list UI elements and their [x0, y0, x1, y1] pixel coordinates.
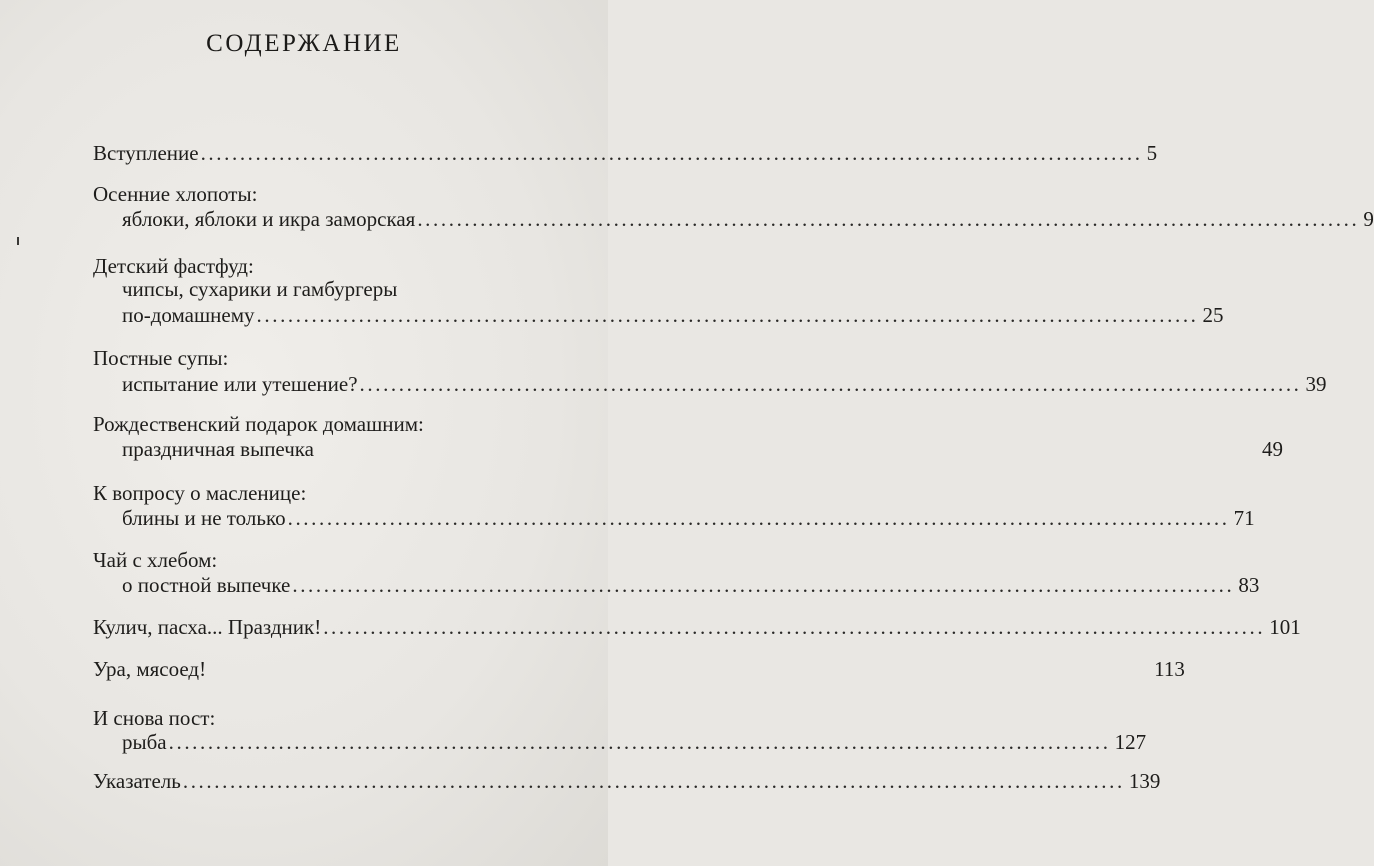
toc-page-number: 9: [1363, 207, 1374, 231]
dot-leader: ........................................................................................................................: [359, 372, 1302, 396]
toc-entry[interactable]: [122, 505, 1255, 531]
toc-entry-subtitle: о постной выпечке: [122, 573, 291, 597]
toc-entry-title: Вступление: [93, 141, 199, 165]
toc-entry-title: Указатель: [93, 769, 181, 793]
toc-entry-title: И снова пост:: [93, 706, 216, 730]
toc-entry-title: Рождественский подарок домашним:: [93, 412, 424, 436]
toc-entry-title: Осенние хлопоты:: [93, 182, 258, 206]
toc-entry[interactable]: [122, 572, 1260, 598]
toc-page-number: 39: [1305, 372, 1327, 396]
toc-entry[interactable]: [122, 206, 1374, 232]
dot-leader: ........................................................................................................................: [168, 730, 1111, 754]
dot-leader: ........................................................................................................................: [292, 573, 1235, 597]
toc-entry[interactable]: [93, 140, 1158, 166]
toc-page-number: 127: [1114, 730, 1147, 754]
toc-entry-subtitle: чипсы, сухарики и гамбургеры: [122, 277, 398, 301]
dot-leader: ........................................................................................................................: [182, 769, 1125, 793]
toc-entry[interactable]: [122, 436, 1283, 462]
toc-entry-title: К вопросу о масленице:: [93, 481, 307, 505]
dot-leader: ........................................................................................................................: [417, 207, 1360, 231]
toc-entry-title: Постные супы:: [93, 346, 229, 370]
dot-leader: ........................................................................................................................: [287, 506, 1230, 530]
toc-entry-subtitle: испытание или утешение?: [122, 372, 358, 396]
dot-leader: ........................................................................................................................: [323, 615, 1266, 639]
toc-entry-subtitle: яблоки, яблоки и икра заморская: [122, 207, 416, 231]
toc-entry-subtitle: блины и не только: [122, 506, 286, 530]
toc-entry-subtitle: рыба: [122, 730, 167, 754]
toc-page-number: 139: [1128, 769, 1161, 793]
toc-entry-title: Кулич, пасха... Праздник!: [93, 615, 322, 639]
toc-entry-title: Детский фастфуд:: [93, 254, 254, 278]
toc-entry[interactable]: [122, 302, 1224, 328]
dot-leader: ........................................................................................................................: [200, 141, 1143, 165]
toc-page-number: 101: [1269, 615, 1301, 639]
toc-entry[interactable]: [122, 371, 1327, 397]
toc-page-number: 49: [1262, 437, 1283, 461]
toc-page-number: 113: [1154, 657, 1185, 681]
toc-entry[interactable]: [93, 656, 1185, 682]
toc-page-number: 71: [1233, 506, 1255, 530]
toc-entry-subtitle: праздничная выпечка: [122, 437, 314, 461]
toc-entry-title: Ура, мясоед!: [93, 657, 207, 681]
toc-page-number: 5: [1146, 141, 1158, 165]
toc-page-number: 25: [1202, 303, 1224, 327]
toc-entry-title: Чай с хлебом:: [93, 548, 218, 572]
toc-page-number: 83: [1238, 573, 1260, 597]
toc-entry[interactable]: [93, 614, 1301, 640]
page-mark: [17, 237, 19, 245]
toc-entry[interactable]: [122, 729, 1147, 755]
toc-entry-subtitle: по-домашнему: [122, 303, 255, 327]
dot-leader: ........................................................................................................................: [256, 303, 1199, 327]
toc-entry[interactable]: [93, 768, 1161, 794]
page-title: СОДЕРЖАНИЕ: [206, 30, 402, 57]
